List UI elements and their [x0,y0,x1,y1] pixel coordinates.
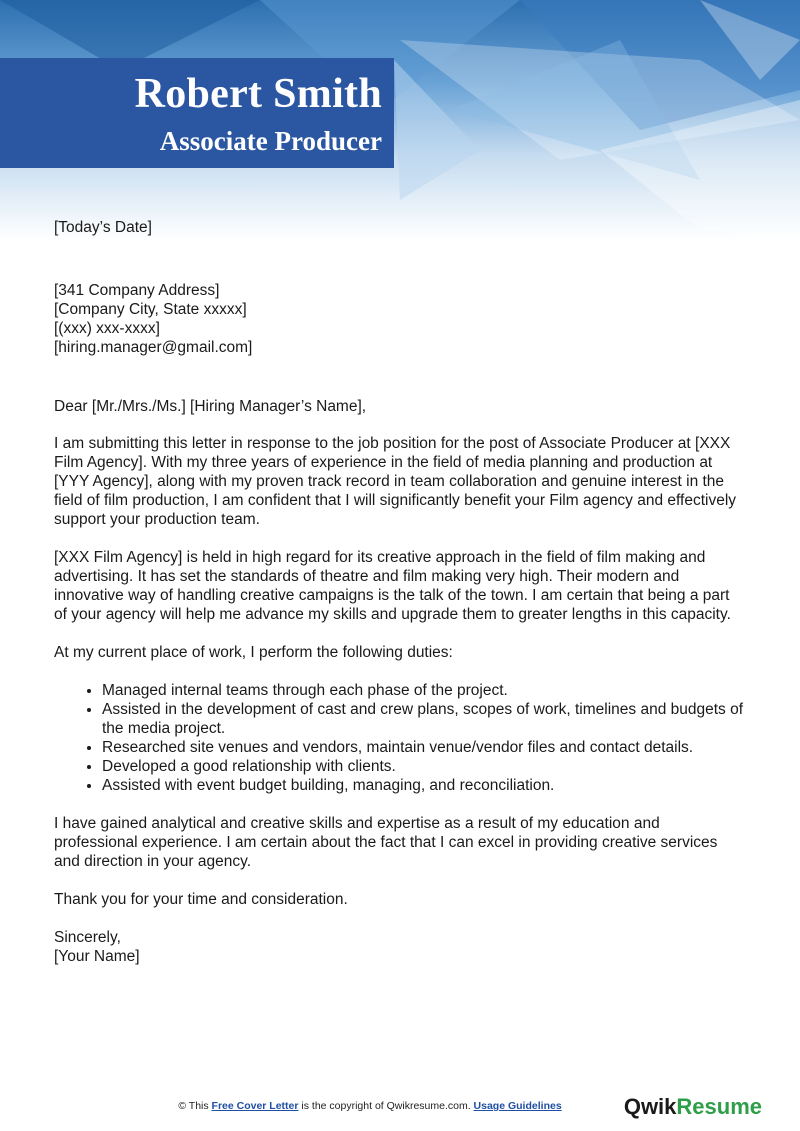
candidate-name: Robert Smith [134,71,382,117]
address-line: [(xxx) xxx-xxxx] [54,320,160,337]
letter-body [54,218,744,966]
thanks-line: Thank you for your time and consideration. [54,891,348,908]
logo-text-resume: Resume [676,1094,762,1119]
logo-text-qwik: Qwik [623,1094,677,1119]
free-cover-letter-link[interactable]: Free Cover Letter [211,1100,299,1112]
footer-middle: is the copyright of Qwikresume.com. [298,1100,474,1112]
paragraph: I am submitting this letter in response to the job position for the post of Associate Producer at [XXX Film Agency]. With my three years of experience in the field of media planning and production at [YYY Agency], along with my proven track record in team collaboration and genuine interest in the field of film production, I am confident that I will significantly benefit your Film agency and effectively support your production team. [54,435,737,528]
paragraph: At my current place of work, I perform the following duties: [54,644,453,661]
name-block [0,58,394,168]
paragraph: [XXX Film Agency] is held in high regard for its creative approach in the field of film making and advertising. It has set the standards of theatre and film making very high. Their modern and innovative way of handling creative campaigns is the talk of the town. I am certain that being a part of your agency will help me advance my skills and upgrade them to greater lengths in this capacity. [54,549,731,623]
closing-paragraph: I have gained analytical and creative skills and expertise as a result of my education and professional experience. I am certain about the fact that I can excel in providing creative services and direction in your agency. [54,815,718,870]
address-line: [341 Company Address] [54,282,220,299]
qwikresume-logo[interactable] [624,1094,762,1120]
signature: [Your Name] [54,948,140,965]
list-item: • Developed a good relationship with clients. [102,757,744,776]
address-line: [Company City, State xxxxx] [54,301,247,318]
recipient-address [54,281,744,357]
letter-date: [Today’s Date] [54,219,152,236]
job-title: Associate Producer [159,126,382,156]
list-item: • Assisted with event budget building, managing, and reconciliation. [102,776,744,795]
list-item: • Researched site venues and vendors, maintain venue/vendor files and contact details. [102,738,744,757]
duties-list [54,681,744,795]
footer-prefix: © This [178,1100,212,1112]
greeting: Dear [Mr./Mrs./Ms.] [Hiring Manager’s Name], [54,398,367,415]
address-line: [hiring.manager@gmail.com] [54,339,253,356]
usage-guidelines-link[interactable]: Usage Guidelines [473,1100,562,1112]
list-item: • Assisted in the development of cast and crew plans, scopes of work, timelines and budgets of the media project. [102,700,744,738]
list-item: • Managed internal teams through each phase of the project. [102,681,744,700]
signoff: Sincerely, [54,929,121,946]
